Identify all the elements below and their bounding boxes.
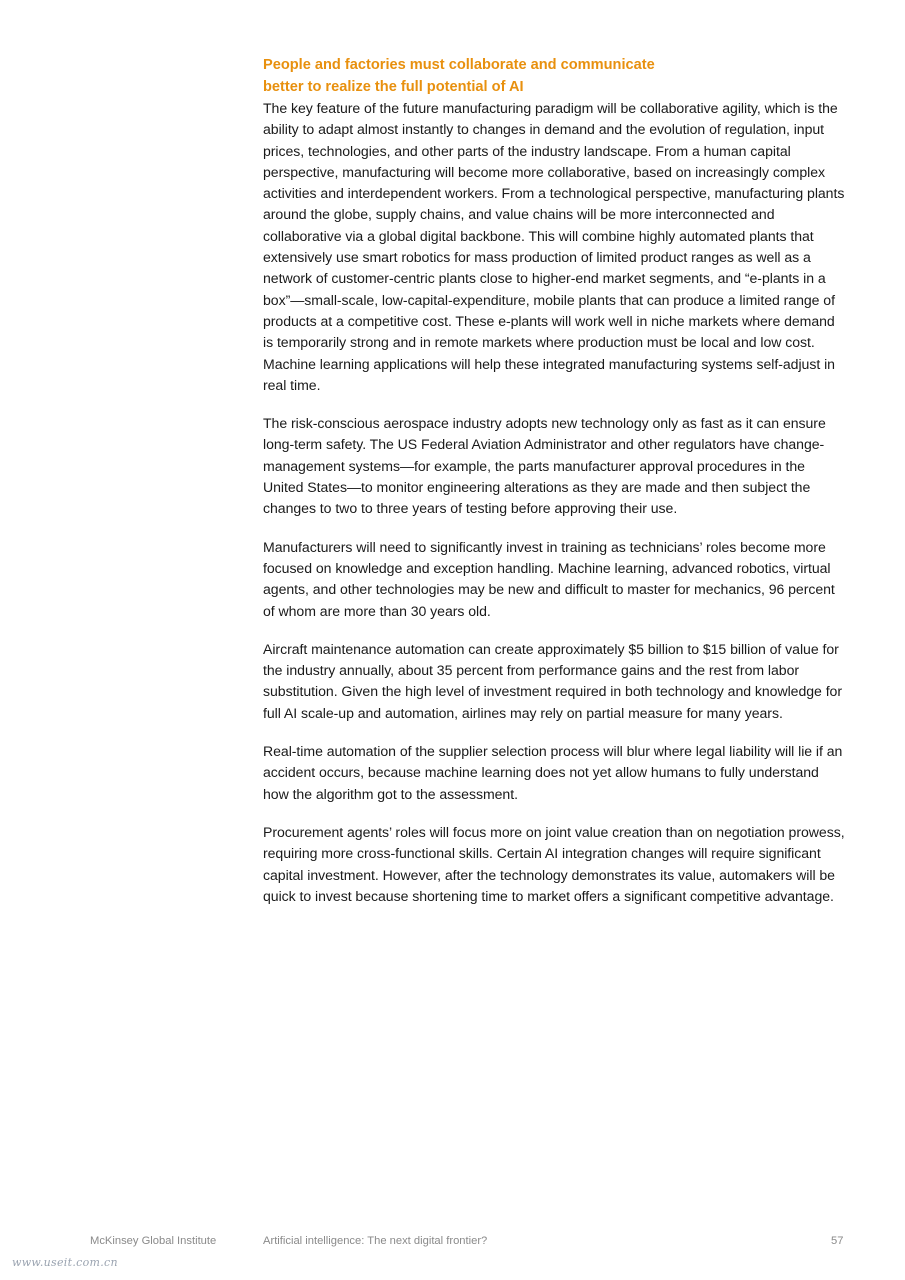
section-heading	[263, 55, 845, 98]
paragraph-procurement-agents: Procurement agents’ roles will focus more on joint value creation than on negotiation prowess, requiring more cross-functional skills. Certain AI integration changes will require significant capital investment. However, after the technology demonstrates its value, automakers will be quick to invest because shortening time to market offers a significant competitive advantage.	[263, 823, 845, 904]
footer-publisher: McKinsey Global Institute	[90, 1235, 217, 1247]
section-heading-line-2: better to realize the full potential of AI	[263, 78, 524, 95]
paragraph-technician-training: Manufacturers will need to significantly invest in training as technicians’ roles become more focused on knowledge and exception handling. Machine learning, advanced robotics, virtual agents, and other technologies may be new and difficult to master for mechanics, 96 percent of whom are more than 30 years old.	[263, 538, 835, 619]
footer-report-title: Artificial intelligence: The next digital frontier?	[263, 1235, 488, 1247]
paragraph-maintenance-automation: Aircraft maintenance automation can create approximately $5 billion to $15 billion of value for the industry annually, about 35 percent from performance gains and the rest from labor substitution. Given the high level of investment required in both technology and knowledge for full AI scale-up and automation, airlines may rely on partial measure for many years.	[263, 640, 842, 721]
paragraph-aerospace-safety: The risk-conscious aerospace industry adopts new technology only as fast as it can ensure long-term safety. The US Federal Aviation Administrator and other regulators have change-management systems—for example, the parts manufacturer approval procedures in the United States—to monitor engineering alterations as they are made and then subject the changes to two to three years of testing before approving their use.	[263, 415, 826, 517]
paragraph-supplier-liability: Real-time automation of the supplier selection process will blur where legal liability will lie if an accident occurs, because machine learning does not yet allow humans to fully understand how the algorithm got to the assessment.	[263, 743, 843, 802]
site-watermark: www.useit.com.cn	[12, 1256, 118, 1269]
page-number: 57	[831, 1235, 844, 1247]
paragraph-collaborative-agility: The key feature of the future manufacturing paradigm will be collaborative agility, which is the ability to adapt almost instantly to changes in demand and the evolution of regulation, input prices, technologies, and other parts of the industry landscape. From a human capital perspective, manufacturing will become more collaborative, based on increasingly complex activities and interdependent workers. From a technological perspective, manufacturing plants around the globe, supply chains, and value chains will be more interconnected and collaborative via a global digital backbone. This will combine highly automated plants that extensively use smart robotics for mass production of limited product ranges as well as a network of customer-centric plants close to higher-end market segments, and “e-plants in a box”—small-scale, low-capital-expenditure, mobile plants that can produce a limited range of products at a competitive cost. These e-plants will work well in niche markets where demand is temporarily strong and in remote markets where production must be local and low cost. Machine learning applications will help these integrated manufacturing systems self-adjust in real time.	[263, 100, 845, 393]
section-heading-line-1: People and factories must collaborate and communicate	[263, 57, 655, 73]
article-body	[263, 55, 845, 924]
